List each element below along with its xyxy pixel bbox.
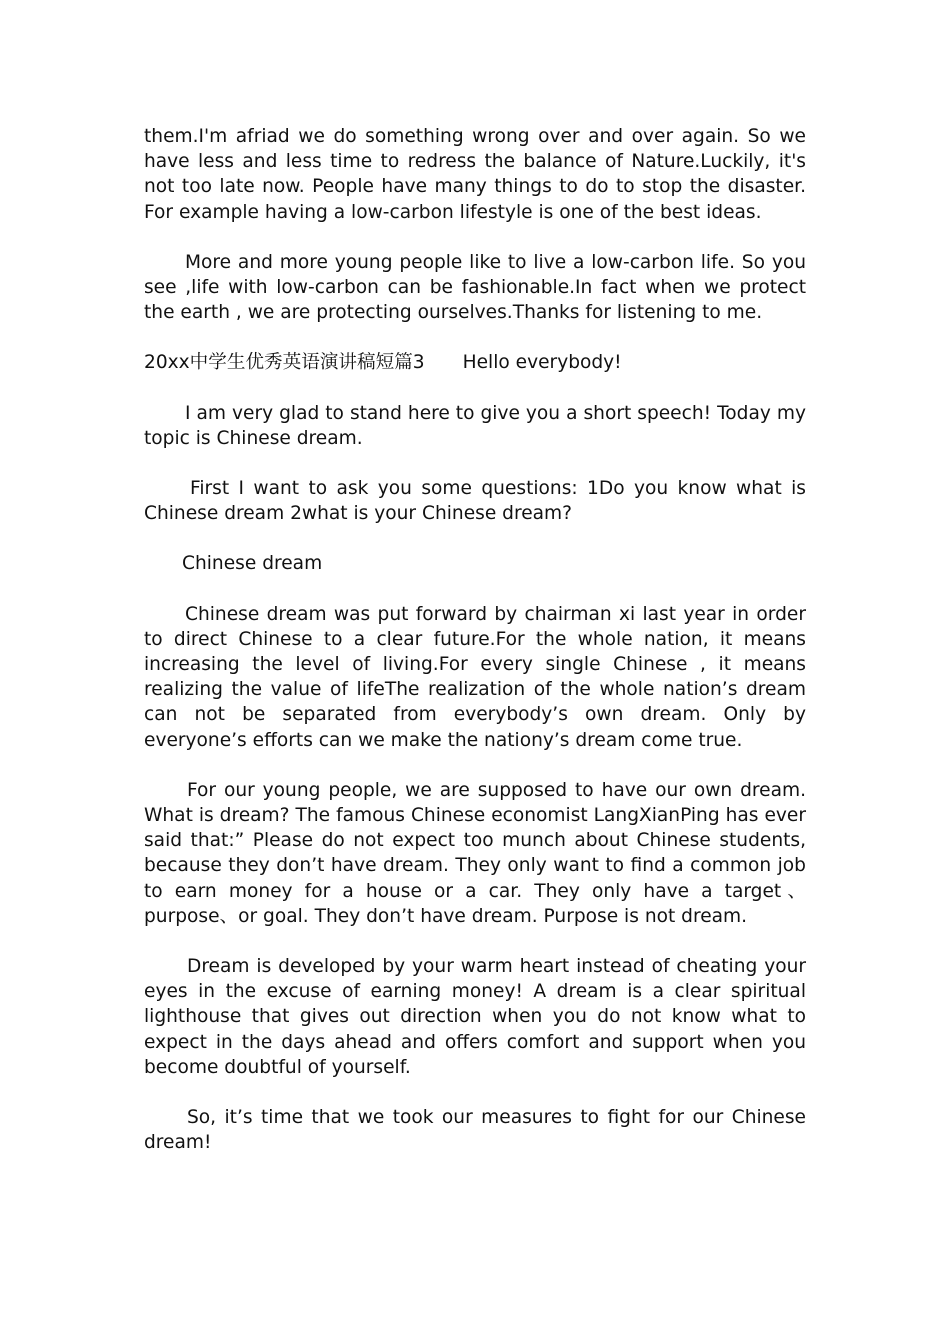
paragraph-dream-developed: Dream is developed by your warm heart instead of cheating your eyes in the excuse of earning money! A dream is a clear spiritual lighthouse that gives out direction when you do not know what to expect in the days ahead and offers comfort and support when you become doubtful of yourself. xyxy=(144,956,806,1078)
paragraph-lowcarbon-1: them.I'm afriad we do something wrong over and over again. So we have less and less time to redress the balance of Nature.Luckily, it's not too late now. People have many things to do to stop the disaster. For example having a low-carbon lifestyle is one of the best ideas. xyxy=(144,126,806,223)
section-greeting: Hello everybody! xyxy=(462,352,622,374)
paragraph-young-people: For our young people, we are supposed to have our own dream. What is dream? The famous Chinese economist LangXianPing has ever said that:” Please do not expect too munch about Chinese students, because they don’t have dream. They only want to find a common job to earn money for a house or a car. They only have a target、purpose、or goal. They don’t have dream. Purpose is not dream. xyxy=(144,779,806,927)
paragraph-conclusion: So, it’s time that we took our measures to fight for our Chinese dream! xyxy=(144,1107,806,1154)
section-title: 20xx中学生优秀英语演讲稿短篇3 xyxy=(144,352,425,374)
paragraph-questions: First I want to ask you some questions: 1Do you know what is Chinese dream 2what is your Chinese dream? xyxy=(144,478,806,525)
paragraph-intro: I am very glad to stand here to give you a short speech! Today my topic is Chinese dream. xyxy=(144,402,806,449)
paragraph-lowcarbon-2: More and more young people like to live a low-carbon life. So you see ,life with low-carbon can be fashionable.In fact when we protect the earth , we are protecting ourselves.Thanks for listening to me. xyxy=(144,251,806,324)
section-heading xyxy=(144,350,806,375)
paragraph-chinese-dream: Chinese dream was put forward by chairman xi last year in order to direct Chinese to a clear future.For the whole nation, it means increasing the level of living.For every single Chinese , it means realizing the value of lifeThe realization of the whole nation’s dream can not be separated from everybody’s own dream. Only by everyone’s efforts can we make the nationy’s dream come true. xyxy=(144,603,806,751)
document-page xyxy=(144,124,806,1181)
paragraph-subheading: Chinese dream xyxy=(182,553,323,575)
